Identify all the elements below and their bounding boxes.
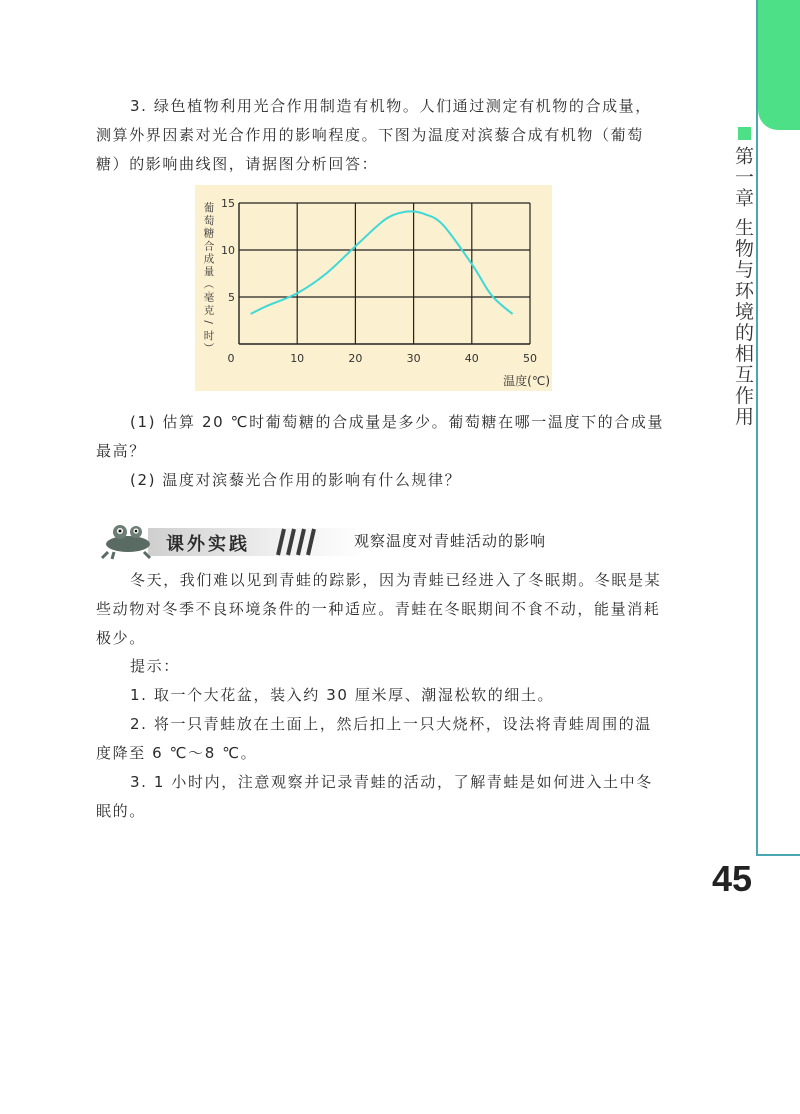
y-tick-label: 5 xyxy=(228,291,235,304)
banner-stripes xyxy=(270,527,320,557)
glucose-temperature-chart xyxy=(195,185,552,391)
x-tick-label: 40 xyxy=(464,352,479,365)
y-axis-label-char: 萄 xyxy=(203,214,215,227)
y-axis-label-char: / xyxy=(202,320,214,324)
y-axis-label-char: 葡 xyxy=(203,202,215,214)
x-tick-label: 50 xyxy=(523,352,537,365)
chapter-tab-decoration xyxy=(758,0,800,130)
series-line xyxy=(251,211,513,314)
question-3-part-2: (2) 温度对滨藜光合作用的影响有什么规律？ xyxy=(130,471,462,489)
x-tick-label: 30 xyxy=(406,352,421,365)
hint-step-1: 1. 取一个大花盆，装入约 30 厘米厚、潮湿松软的细土。 xyxy=(130,686,555,704)
hint-label: 提示： xyxy=(130,657,180,675)
frog-icon xyxy=(100,518,170,560)
y-axis-label-char: （ xyxy=(202,278,214,290)
y-tick-label: 15 xyxy=(221,197,235,210)
x-tick-label: 20 xyxy=(348,352,363,365)
practice-paragraph: 冬天，我们难以见到青蛙的踪影，因为青蛙已经进入了冬眠期。冬眠是某些动物对冬季不良环境条件的一种适应。青蛙在冬眠期间不食不动，能量消耗极少。 xyxy=(96,571,662,647)
hint-step-3: 3. 1 小时内，注意观察并记录青蛙的活动，了解青蛙是如何进入土中冬眠的。 xyxy=(96,773,653,820)
y-tick-label: 10 xyxy=(221,244,235,257)
practice-banner xyxy=(100,518,320,560)
x-tick-label: 0 xyxy=(227,352,235,365)
question-3-intro: 3. 绿色植物利用光合作用制造有机物。人们通过测定有机物的合成量，测算外界因素对光合作用的影响程度。下图为温度对滨藜合成有机物（葡萄糖）的影响曲线图，请据图分析回答： xyxy=(96,97,652,173)
practice-banner-title: 课外实践 xyxy=(166,534,250,555)
y-axis-label-char: 时 xyxy=(203,330,215,342)
page-number-rule xyxy=(756,854,800,856)
x-axis-label: 温度(℃) xyxy=(503,374,550,388)
chapter-title: 第一章 生物与环境的相互作用 xyxy=(732,146,754,428)
y-axis-label-char: 合 xyxy=(203,240,215,253)
chapter-marker-square xyxy=(738,127,751,140)
x-tick-label: 10 xyxy=(290,352,305,365)
y-axis-label-char: 克 xyxy=(203,304,215,317)
page-number: 45 xyxy=(712,858,753,899)
chart-svg xyxy=(195,185,552,391)
practice-title: 观察温度对青蛙活动的影响 xyxy=(354,532,547,550)
hint-step-2: 2. 将一只青蛙放在土面上，然后扣上一只大烧杯，设法将青蛙周围的温度降至 6 ℃～8 ℃。 xyxy=(96,715,652,762)
margin-rule xyxy=(756,0,758,855)
y-axis-label-char: 成 xyxy=(203,253,215,266)
y-axis-label-char: 糖 xyxy=(203,227,215,240)
y-axis-label-char: 毫 xyxy=(203,291,215,304)
y-axis-label-char: ） xyxy=(202,342,214,354)
question-3-part-1: (1) 估算 20 ℃时葡萄糖的合成量是多少。葡萄糖在哪一温度下的合成量最高？ xyxy=(96,413,665,460)
y-axis-label-char: 量 xyxy=(203,266,215,278)
